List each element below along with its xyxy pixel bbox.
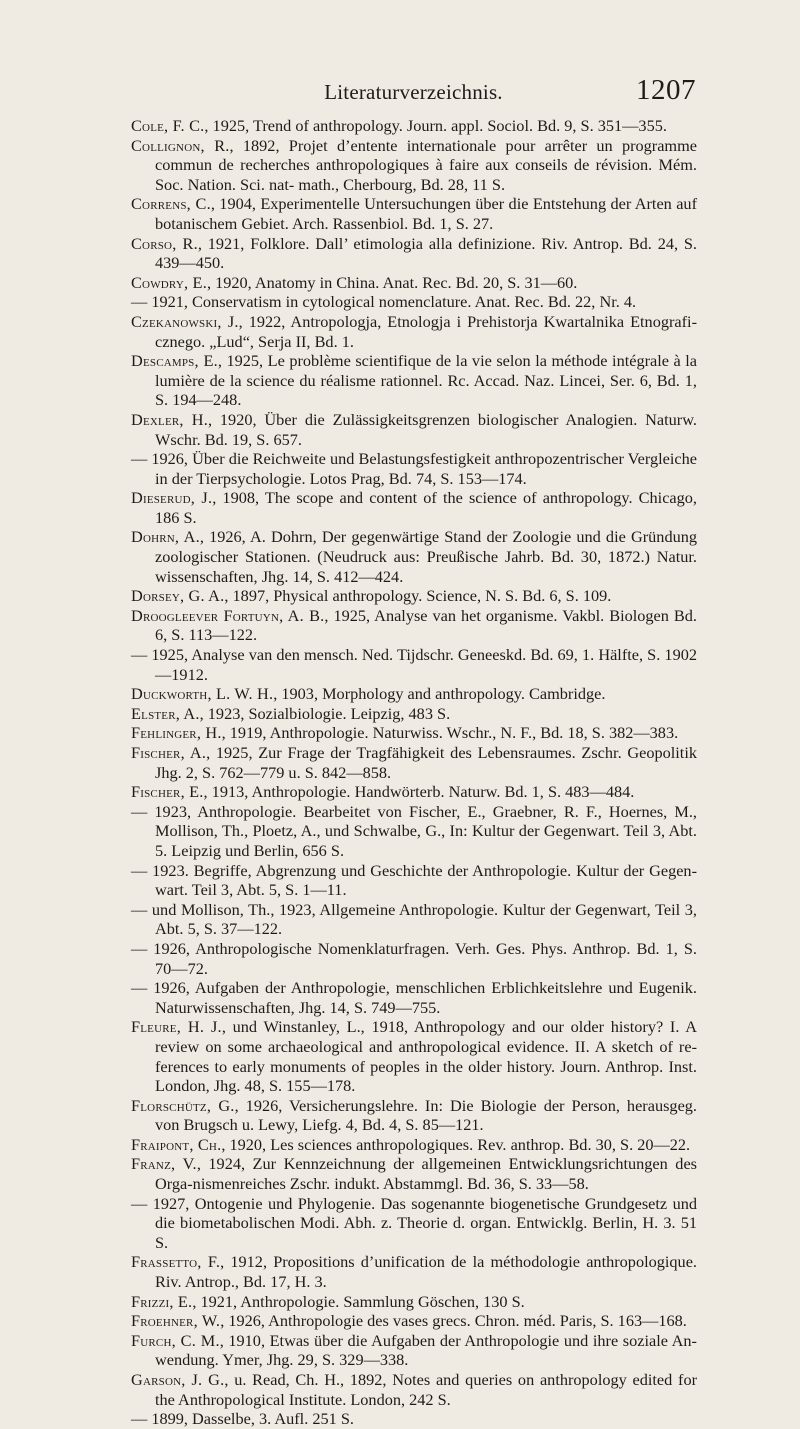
reference-entry bbox=[131, 1292, 697, 1312]
reference-entry bbox=[131, 1409, 697, 1429]
reference-entry bbox=[131, 527, 697, 586]
reference-author: Czekanowski, J. bbox=[131, 311, 239, 331]
reference-text: , 1903, Morphology and anthropology. Cambridge. bbox=[273, 684, 606, 704]
reference-text: , 1892, Projet d’entente internationale pour arrêter un programme commun de recherches anthropologiques à faire aux conseils de révision. Mém. Soc. Nation. Sci. nat- math., Cherbourg, Bd. 28, 11 S. bbox=[155, 135, 697, 194]
reference-entry bbox=[131, 1154, 697, 1193]
reference-entry bbox=[131, 939, 697, 978]
reference-text: , 1920, Anatomy in China. Anat. Rec. Bd. 20, S. 31—60. bbox=[206, 272, 578, 292]
reference-text: , 1920, Über die Zulässigkeitsgrenzen biologischer Analogien. Naturw. Wschr. Bd. 19, S. 657. bbox=[155, 409, 697, 449]
reference-text: , 1925, Trend of anthropology. Journ. appl. Sociol. Bd. 9, S. 351—355. bbox=[204, 116, 667, 135]
reference-text: — 1923. Begriffe, Abgrenzung und Geschichte der Anthropologie. Kultur der Gegen-wart. Teil 3, Abt. 5, S. 1—11. bbox=[131, 860, 697, 900]
reference-text: — 1899, Dasselbe, 3. Aufl. 251 S. bbox=[131, 1409, 354, 1429]
reference-author: Dieserud, J. bbox=[131, 488, 213, 508]
reference-text: , 1926, A. Dohrn, Der gegenwärtige Stand der Zoologie und die Gründung zoologischer Stationen. (Neudruck aus: Preußische Jahrb. Bd. 30, 1872.) Natur. wissenschaften, Jhg. 14, S. 412—424. bbox=[155, 527, 698, 586]
reference-text: , 1910, Etwas über die Aufgaben der Anthropologie und ihre soziale An-wendung. Ymer, Jhg. 29, S. 329—338. bbox=[155, 1330, 697, 1370]
reference-entry bbox=[131, 449, 697, 488]
reference-text: , 1925, Le problème scientifique de la vie selon la méthode intégrale à la lumière de la science du réalisme rationnel. Rc. Accad. Naz. Lincei, Ser. 6, Bd. 1, S. 194—248. bbox=[155, 351, 698, 410]
reference-author: Furch, C. M. bbox=[131, 1330, 220, 1350]
reference-entry bbox=[131, 1370, 697, 1409]
reference-entry bbox=[131, 410, 697, 449]
reference-author: Collignon, R. bbox=[131, 135, 230, 155]
reference-text: , 1923, Sozialbiologie. Leipzig, 483 S. bbox=[199, 703, 451, 723]
reference-text: — 1926, Aufgaben der Anthropologie, menschlichen Erblichkeitslehre und Eugenik. Naturwissenschaften, Jhg. 14, S. 749—755. bbox=[131, 978, 697, 1017]
reference-author: Fischer, A. bbox=[131, 743, 207, 762]
reference-text: , 1922, Antropologja, Etnologja i Prehistorja Kwartalnika Etnografi-cznego. „Lud“, Serja II, Bd. 1. bbox=[155, 311, 697, 351]
reference-text: , 1924, Zur Kennzeichnung der allgemeinen Entwicklungsrichtungen des Orga-nismenreiches Zschr. indukt. Abstammgl. Bd. 36, S. 33—58. bbox=[155, 1154, 698, 1194]
reference-author: Garson, J. G. bbox=[131, 1370, 225, 1389]
reference-text: , u. Read, Ch. H., 1892, Notes and queries on anthropology edited for the Anthropological Institute. London, 242 S. bbox=[155, 1370, 698, 1409]
reference-author: Frassetto, F. bbox=[131, 1252, 221, 1272]
reference-author: Corso, R. bbox=[131, 233, 198, 253]
reference-author: Froehner, W. bbox=[131, 1311, 221, 1331]
reference-author: Descamps, E. bbox=[131, 351, 218, 371]
reference-text: , 1926, Anthropologie des vases grecs. Chron. méd. Paris, S. 163—168. bbox=[220, 1311, 687, 1331]
reference-text: , 1925, Zur Frage der Tragfähigkeit des Lebensraumes. Zschr. Geopolitik Jhg. 2, S. 762—779 u. S. 842—858. bbox=[155, 743, 697, 782]
reference-entry bbox=[131, 273, 697, 293]
reference-entry bbox=[131, 136, 697, 195]
reference-entry bbox=[131, 1311, 697, 1331]
reference-author: Fraipont, Ch. bbox=[131, 1134, 222, 1154]
reference-entry bbox=[131, 1194, 697, 1253]
reference-entry bbox=[131, 1017, 697, 1095]
reference-entry bbox=[131, 351, 697, 410]
reference-author: Fischer, E. bbox=[131, 782, 204, 802]
running-title: Literaturverzeichnis. bbox=[324, 80, 503, 104]
reference-text: , 1920, Les sciences anthropologiques. Rev. anthrop. Bd. 30, S. 20—22. bbox=[221, 1134, 691, 1154]
reference-entry bbox=[131, 116, 697, 136]
reference-entry bbox=[131, 1096, 697, 1135]
reference-text: , 1921, Anthropologie. Sammlung Göschen, 130 S. bbox=[192, 1291, 525, 1311]
reference-text: , 1908, The scope and content of the science of anthropology. Chicago, 186 S. bbox=[155, 488, 697, 527]
reference-text: , 1912, Propositions d’unification de la méthodologie anthropologique. Riv. Antrop., Bd. 17, H. 3. bbox=[155, 1252, 697, 1292]
reference-entry bbox=[131, 978, 697, 1017]
reference-author: Droogleever Fortuyn, A. B. bbox=[131, 605, 325, 625]
reference-entry bbox=[131, 684, 697, 704]
reference-text: , 1919, Anthropologie. Naturwiss. Wschr., N. F., Bd. 18, S. 382—383. bbox=[221, 723, 679, 743]
reference-text: — 1921, Conservatism in cytological nomenclature. Anat. Rec. Bd. 22, Nr. 4. bbox=[131, 292, 637, 312]
reference-author: Dexler, H. bbox=[131, 409, 208, 429]
reference-entry bbox=[131, 782, 697, 802]
reference-text: , 1926, Versicherungslehre. In: Die Biologie der Person, herausgeg. von Brugsch u. Lewy, Liefg. 4, Bd. 4, S. 85—121. bbox=[155, 1095, 698, 1135]
reference-author: Florschütz, G. bbox=[131, 1095, 235, 1115]
reference-text: — 1927, Ontogenie und Phylogenie. Das sogenannte biogenetische Grundgesetz und die biometabolischen Modi. Abh. z. Theorie d. organ. Entwicklg. Berlin, H. 3. 51 S. bbox=[131, 1193, 697, 1252]
reference-entry bbox=[131, 802, 697, 861]
reference-entry bbox=[131, 1252, 697, 1291]
reference-entry bbox=[131, 312, 697, 351]
reference-author: Frizzi, E. bbox=[131, 1291, 193, 1311]
reference-list bbox=[131, 116, 697, 1429]
reference-author: Elster, A. bbox=[131, 703, 200, 723]
reference-author: Cowdry, E. bbox=[131, 272, 207, 292]
reference-entry bbox=[131, 488, 697, 527]
reference-entry bbox=[131, 586, 697, 606]
reference-text: — und Mollison, Th., 1923, Allgemeine Anthropologie. Kultur der Gegenwart, Teil 3, Abt. 5, S. 37—122. bbox=[131, 899, 697, 939]
reference-author: Fleure, H. J. bbox=[131, 1017, 222, 1037]
reference-text: — 1923, Anthropologie. Bearbeitet von Fischer, E., Graebner, R. F., Hoernes, M., Mollison, Th., Ploetz, A., und Schwalbe, G., In: Kultur der Gegenwart. Teil 3, Abt. 5. Leipzig und Berlin, 656 S. bbox=[131, 801, 697, 860]
reference-text: — 1925, Analyse van den mensch. Ned. Tijdschr. Geneeskd. Bd. 69, 1. Hälfte, S. 1902—1912. bbox=[131, 645, 697, 684]
reference-entry bbox=[131, 194, 697, 233]
reference-entry bbox=[131, 743, 697, 782]
reference-author: Correns, C. bbox=[131, 194, 211, 214]
reference-entry bbox=[131, 606, 697, 645]
reference-entry bbox=[131, 645, 697, 684]
reference-text: , 1913, Anthropologie. Handwörterb. Naturw. Bd. 1, S. 483—484. bbox=[203, 782, 635, 802]
reference-text: , 1925, Analyse van het organisme. Vakbl. Biologen Bd. 6, S. 113—122. bbox=[155, 605, 697, 645]
reference-entry bbox=[131, 861, 697, 900]
reference-author: Fehlinger, H. bbox=[131, 723, 222, 743]
reference-author: Duckworth, L. W. H. bbox=[131, 684, 274, 704]
reference-text: , 1921, Folklore. Dall’ etimologia alla definizione. Riv. Antrop. Bd. 24, S. 439—450. bbox=[155, 233, 698, 273]
reference-text: — 1926, Anthropologische Nomenklaturfragen. Verh. Ges. Phys. Anthrop. Bd. 1, S. 70—72. bbox=[131, 938, 697, 978]
reference-text: , und Winstanley, L., 1918, Anthropology and our older history? I. A review on some archaeological and anthropological evidence. II. A sketch of re-ferences to early monuments of peoples in the older history. Journ. Anthrop. Inst. London, Jhg. 48, S. 155—178. bbox=[155, 1017, 697, 1096]
page-header bbox=[131, 74, 696, 110]
reference-text: — 1926, Über die Reichweite und Belastungsfestigkeit anthropozentrischer Vergleiche in der Tierpsychologie. Lotos Prag, Bd. 74, S. 153—174. bbox=[131, 449, 697, 488]
reference-entry bbox=[131, 292, 697, 312]
reference-entry bbox=[131, 723, 697, 743]
reference-text: , 1904, Experimentelle Untersuchungen über die Entstehung der Arten auf botanischem Gebiet. Arch. Rassenbiol. Bd. 1, S. 27. bbox=[155, 194, 697, 233]
reference-author: Dohrn, A. bbox=[131, 527, 200, 547]
reference-entry bbox=[131, 900, 697, 939]
reference-author: Cole, F. C. bbox=[131, 116, 205, 135]
reference-author: Franz, V. bbox=[131, 1154, 197, 1174]
reference-entry bbox=[131, 234, 697, 273]
reference-author: Dorsey, G. A. bbox=[131, 586, 225, 606]
reference-entry bbox=[131, 704, 697, 724]
reference-text: , 1897, Physical anthropology. Science, N. S. Bd. 6, S. 109. bbox=[224, 586, 612, 606]
reference-entry bbox=[131, 1135, 697, 1155]
page-number: 1207 bbox=[636, 74, 696, 106]
